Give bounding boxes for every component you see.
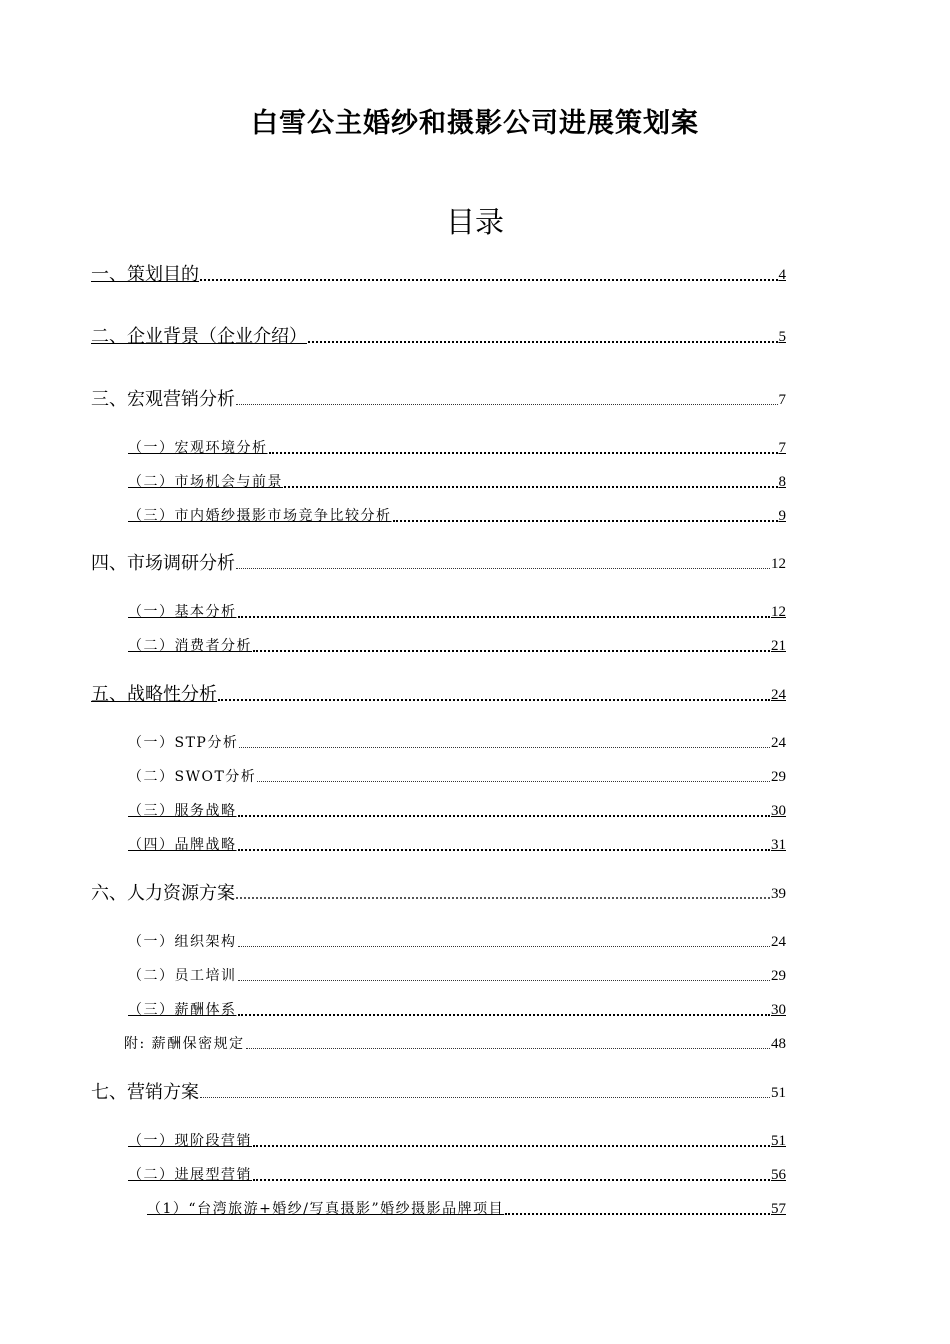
toc-entry-service-strategy[interactable] bbox=[128, 800, 786, 822]
toc-leader bbox=[236, 568, 770, 569]
toc-entry-page: 57 bbox=[771, 1201, 786, 1217]
toc-leader bbox=[246, 1048, 770, 1049]
toc-entry-strategic-analysis[interactable] bbox=[91, 684, 786, 706]
toc-entry-page: 39 bbox=[771, 886, 786, 902]
toc-entry-page: 24 bbox=[771, 735, 786, 751]
toc-entry-label: （二）进展型营销 bbox=[128, 1167, 252, 1183]
toc-entry-label: （二）消费者分析 bbox=[128, 638, 252, 654]
toc-entry-page: 29 bbox=[771, 769, 786, 785]
toc-entry-label: 五、战略性分析 bbox=[91, 684, 217, 705]
document-title: 白雪公主婚纱和摄影公司进展策划案 bbox=[251, 108, 699, 139]
toc-entry-label: 附: 薪酬保密规定 bbox=[124, 1036, 245, 1052]
toc-leader bbox=[393, 520, 778, 522]
toc-entry-compensation-confidentiality[interactable] bbox=[124, 1033, 786, 1055]
toc-entry-label: 四、市场调研分析 bbox=[91, 553, 235, 574]
toc-leader bbox=[200, 279, 778, 281]
toc-entry-planning-goal[interactable] bbox=[91, 264, 786, 286]
toc-entry-page: 24 bbox=[771, 687, 786, 703]
toc-entry-label: 一、策划目的 bbox=[91, 264, 199, 285]
toc-entry-label: （二）SWOT分析 bbox=[128, 769, 257, 785]
toc-entry-label: 三、宏观营销分析 bbox=[91, 389, 235, 410]
toc-entry-basic-analysis[interactable] bbox=[128, 601, 786, 623]
toc-entry-stp[interactable] bbox=[128, 732, 786, 754]
toc-entry-page: 56 bbox=[771, 1167, 786, 1183]
toc-entry-page: 24 bbox=[771, 934, 786, 950]
toc-entry-company-background[interactable] bbox=[91, 326, 786, 348]
toc-entry-label: （一）STP分析 bbox=[128, 735, 239, 751]
toc-entry-page: 51 bbox=[771, 1133, 786, 1149]
toc-leader bbox=[236, 897, 770, 899]
toc-entry-page: 12 bbox=[771, 604, 786, 620]
toc-entry-taiwan-travel-project[interactable] bbox=[147, 1198, 786, 1220]
toc-entry-compensation[interactable] bbox=[128, 999, 786, 1021]
toc-leader bbox=[238, 1014, 771, 1016]
toc-leader bbox=[238, 980, 771, 981]
toc-entry-page: 7 bbox=[778, 440, 786, 456]
toc-entry-page: 48 bbox=[771, 1036, 786, 1052]
toc-entry-macro-environment[interactable] bbox=[128, 437, 786, 459]
toc-leader bbox=[238, 616, 771, 618]
toc-entry-label: （三）服务战略 bbox=[128, 803, 237, 819]
toc-entry-hr-plan[interactable] bbox=[91, 883, 786, 905]
toc-entry-page: 5 bbox=[778, 329, 786, 345]
toc-entry-label: （一）组织架构 bbox=[128, 934, 237, 950]
toc-entry-page: 12 bbox=[771, 556, 786, 572]
toc-heading: 目录 bbox=[445, 205, 504, 239]
toc-entry-page: 31 bbox=[771, 837, 786, 853]
toc-leader bbox=[238, 849, 771, 851]
toc-leader bbox=[200, 1097, 770, 1098]
toc-entry-market-opportunity[interactable] bbox=[128, 471, 786, 493]
toc-leader bbox=[238, 815, 771, 817]
toc-entry-label: （1）“台湾旅游+婚纱/写真摄影”婚纱摄影品牌项目 bbox=[147, 1201, 505, 1217]
toc-leader bbox=[238, 946, 771, 947]
toc-entry-swot[interactable] bbox=[128, 766, 786, 788]
toc-entry-page: 30 bbox=[771, 803, 786, 819]
toc-entry-page: 4 bbox=[778, 267, 786, 283]
toc-entry-label: （二）市场机会与前景 bbox=[128, 474, 283, 490]
toc-leader bbox=[308, 341, 778, 343]
toc-entry-label: （三）市内婚纱摄影市场竞争比较分析 bbox=[128, 508, 392, 524]
toc-entry-page: 9 bbox=[778, 508, 786, 524]
toc-entry-staff-training[interactable] bbox=[128, 965, 786, 987]
toc-leader bbox=[269, 452, 778, 454]
toc-entry-growth-marketing[interactable] bbox=[128, 1164, 786, 1186]
toc-entry-label: 六、人力资源方案 bbox=[91, 883, 235, 904]
toc-entry-brand-strategy[interactable] bbox=[128, 834, 786, 856]
toc-entry-page: 29 bbox=[771, 968, 786, 984]
toc-entry-marketing-plan[interactable] bbox=[91, 1082, 786, 1104]
toc-leader bbox=[505, 1213, 770, 1215]
toc-entry-market-research[interactable] bbox=[91, 553, 786, 575]
toc-entry-label: 七、营销方案 bbox=[91, 1082, 199, 1103]
toc-entry-label: （四）品牌战略 bbox=[128, 837, 237, 853]
toc-entry-competition-analysis[interactable] bbox=[128, 505, 786, 527]
toc-entry-page: 51 bbox=[771, 1085, 786, 1101]
toc-entry-page: 30 bbox=[771, 1002, 786, 1018]
toc-entry-current-marketing[interactable] bbox=[128, 1130, 786, 1152]
toc-leader bbox=[253, 1179, 770, 1181]
toc-entry-label: （一）现阶段营销 bbox=[128, 1133, 252, 1149]
toc-entry-org-structure[interactable] bbox=[128, 931, 786, 953]
toc-entry-consumer-analysis[interactable] bbox=[128, 635, 786, 657]
toc-entry-page: 8 bbox=[778, 474, 786, 490]
toc-entry-label: （二）员工培训 bbox=[128, 968, 237, 984]
toc-leader bbox=[253, 650, 770, 652]
toc-entry-label: 二、企业背景（企业介绍） bbox=[91, 326, 307, 347]
toc-leader bbox=[218, 699, 770, 701]
toc-entry-label: （一）宏观环境分析 bbox=[128, 440, 268, 456]
toc-leader bbox=[257, 781, 770, 782]
toc-entry-label: （一）基本分析 bbox=[128, 604, 237, 620]
toc-leader bbox=[253, 1145, 770, 1147]
toc-entry-page: 21 bbox=[771, 638, 786, 654]
toc-leader bbox=[239, 747, 770, 748]
toc-leader bbox=[284, 486, 778, 488]
toc-leader bbox=[236, 404, 778, 405]
toc-entry-macro-marketing[interactable] bbox=[91, 389, 786, 411]
toc-entry-label: （三）薪酬体系 bbox=[128, 1002, 237, 1018]
toc-entry-page: 7 bbox=[778, 392, 786, 408]
